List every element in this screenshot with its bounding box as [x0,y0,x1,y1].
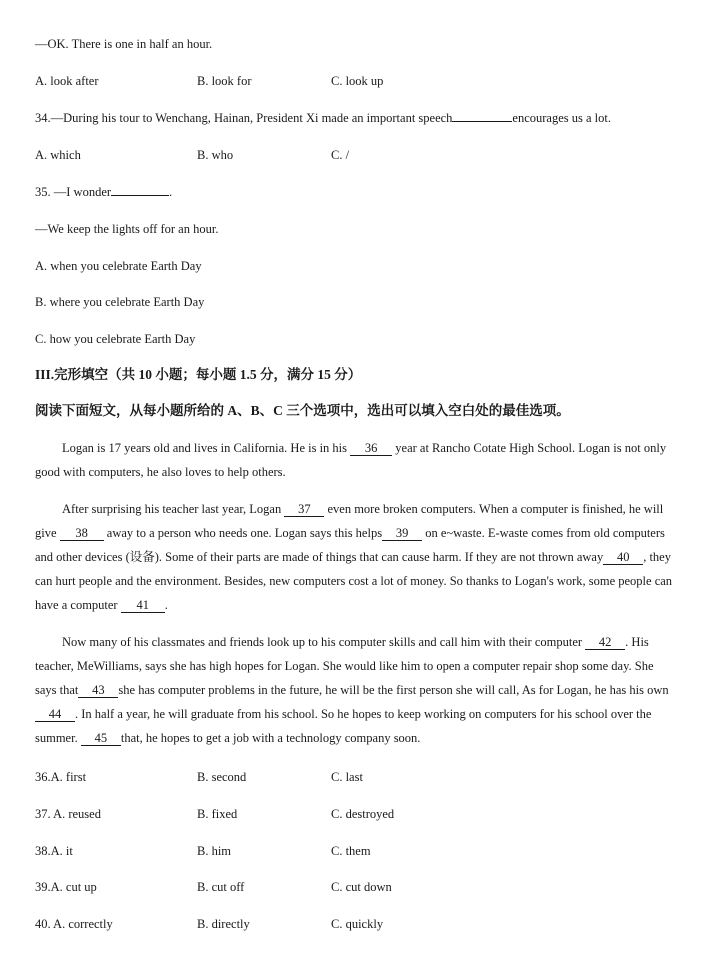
q33-option-c: C. look up [331,74,384,88]
p2-text-4: on e~waste. E-waste comes from old computers and other devices (设备). Some of their parts are made of things that can cause harm. If they are not thrown away [35,526,665,564]
blank-43: 43 [78,683,118,698]
choice-36-b: B. second [197,770,247,784]
q35-option-b: B. where you celebrate Earth Day [35,295,205,309]
choice-37-a: 37. A. reused [35,807,101,821]
blank-39: 39 [382,526,422,541]
section-heading: III.完形填空（共 10 小题；每小题 1.5 分，满分 15 分） [35,367,362,382]
q34-stem-after: encourages us a lot. [512,111,611,125]
q35-option-a: A. when you celebrate Earth Day [35,259,202,273]
choice-38-c: C. them [331,844,371,858]
passage-paragraph-2 [35,497,675,617]
p2-text-5: , they can hurt people and the environment. Besides, new computers cost a lot of money. So thanks to Logan's work, some people can have a computer [35,550,673,612]
choice-37-b: B. fixed [197,807,238,821]
choice-38-b: B. him [197,844,232,858]
blank-41: 41 [121,598,165,613]
q33-option-a: A. look after [35,74,99,88]
q35-answer-line: —We keep the lights off for an hour. [35,222,219,236]
choice-39-c: C. cut down [331,880,392,894]
blank-44: 44 [35,707,75,722]
q35-stem-before: 35. —I wonder [35,185,112,199]
p2-text-1: After surprising his teacher last year, Logan [62,502,282,516]
choice-37-c: C. destroyed [331,807,395,821]
choice-40-c: C. quickly [331,917,384,931]
p3-text-2: . His teacher, MeWilliams, says she has high hopes for Logan. She would like him to open a computer repair shop some day. She says that [35,635,654,697]
p3-text-4: . In half a year, he will graduate from his school. So he hopes to keep working on computers for his school over the summer. [35,707,652,745]
p3-text-1: Now many of his classmates and friends look up to his computer skills and call him with their computer [62,635,583,649]
choice-39-b: B. cut off [197,880,245,894]
blank-37: 37 [284,502,324,517]
q34-stem [35,110,611,126]
p2-text-6: . [164,598,168,612]
q35-option-c: C. how you celebrate Earth Day [35,332,196,346]
q34-option-b: B. who [197,148,234,162]
blank-36: 36 [350,441,392,456]
choice-36-a: 36.A. first [35,770,87,784]
q33-answer-line: —OK. There is one in half an hour. [35,37,213,51]
p3-text-5: that, he hopes to get a job with a technology company soon. [120,731,421,745]
blank-45: 45 [81,731,121,746]
choice-40-a: 40. A. correctly [35,917,113,931]
q34-stem-before: 34.—During his tour to Wenchang, Hainan, President Xi made an important speech [35,111,453,125]
choice-36-c: C. last [331,770,363,784]
p3-text-3: she has computer problems in the future, he will be the first person she will call, As for Logan, he has his own [118,683,669,697]
q34-option-c: C. / [331,148,350,162]
blank-40: 40 [603,550,643,565]
passage-paragraph-3 [35,630,675,750]
q34-blank [452,121,512,122]
q35-stem-after: . [169,185,173,199]
q34-option-a: A. which [35,148,81,162]
q35-blank [111,195,169,196]
p1-text-2: year at Rancho Cotate High School. Logan is not only good with computers, he also loves to help others. [35,441,667,479]
p1-text-1: Logan is 17 years old and lives in California. He is in his [62,441,348,455]
choice-40-b: B. directly [197,917,250,931]
section-instruction: 阅读下面短文，从每小题所给的 A、B、C 三个选项中，选出可以填入空白处的最佳选项。 [35,403,570,418]
choice-39-a: 39.A. cut up [35,880,97,894]
p2-text-2: even more broken computers. When a computer is finished, he will give [35,502,664,540]
choice-38-a: 38.A. it [35,844,73,858]
q33-option-b: B. look for [197,74,252,88]
q35-stem [35,184,172,200]
blank-38: 38 [60,526,104,541]
blank-42: 42 [585,635,625,650]
passage-paragraph-1 [35,436,675,484]
p2-text-3: away to a person who needs one. Logan says this helps [106,526,383,540]
